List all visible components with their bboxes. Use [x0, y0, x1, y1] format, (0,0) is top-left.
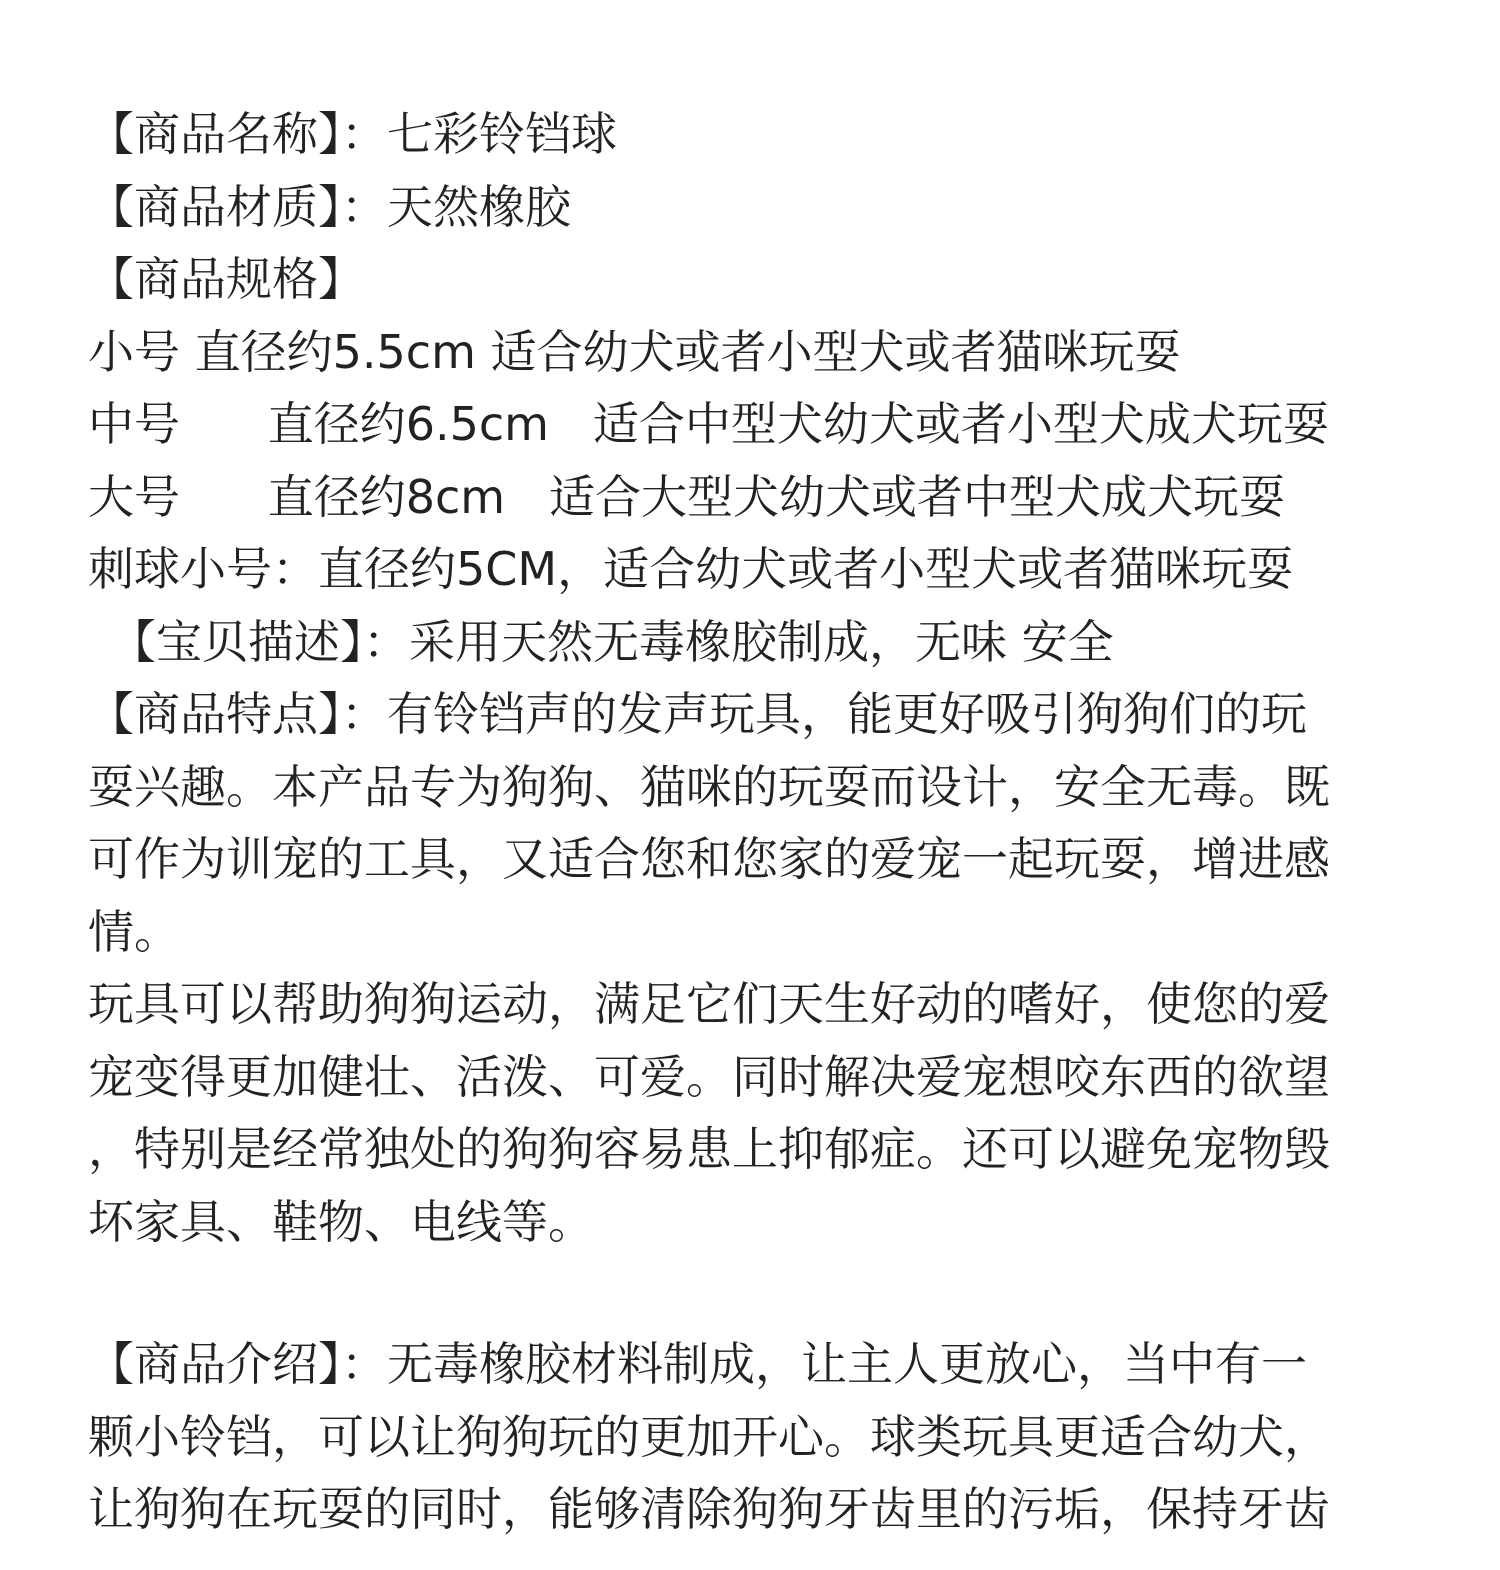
features-line: 【商品特点】：有铃铛声的发声玩具，能更好吸引狗狗们的玩 [88, 687, 1307, 741]
benefits-line: 宠变得更加健壮、活泼、可爱。同时解决爱宠想咬东西的欲望 [88, 1049, 1330, 1104]
intro-line: 颗小铃铛，可以让狗狗玩的更加开心。球类玩具更适合幼犬， [88, 1409, 1330, 1464]
benefits-line: 玩具可以帮助狗狗运动，满足它们天生好动的嗜好，使您的爱 [88, 977, 1330, 1031]
product-intro-paragraph [88, 1328, 1408, 1546]
product-name-line: 【商品名称】：七彩铃铛球 [88, 107, 617, 161]
product-features-paragraph [88, 678, 1408, 968]
features-line: 情。 [88, 904, 180, 959]
product-description-line: 【宝贝描述】：采用天然无毒橡胶制成，无味 安全 [110, 614, 1114, 669]
spec-small: 小号 直径约5.5cm 适合幼犬或者小型犬或者猫咪玩耍 [88, 324, 1181, 379]
section-gap [88, 1258, 1408, 1328]
benefits-line: ，特别是经常独处的狗狗容易患上抑郁症。还可以避免宠物毁 [88, 1122, 1330, 1176]
features-line: 可作为训宠的工具，又适合您和您家的爱宠一起玩耍，增进感 [88, 832, 1330, 886]
spec-medium: 中号 直径约6.5cm 适合中型犬幼犬或者小型犬成犬玩耍 [88, 397, 1329, 451]
intro-line: 【商品介绍】：无毒橡胶材料制成，让主人更放心，当中有一 [88, 1337, 1307, 1391]
product-spec-heading: 【商品规格】 [88, 252, 364, 306]
product-benefits-paragraph [88, 968, 1408, 1258]
product-description [88, 98, 1408, 1546]
features-line: 耍兴趣。本产品专为狗狗、猫咪的玩耍而设计，安全无毒。既 [88, 759, 1330, 814]
product-material-line: 【商品材质】：天然橡胶 [88, 179, 571, 234]
intro-line: 让狗狗在玩耍的同时，能够清除狗狗牙齿里的污垢，保持牙齿 [88, 1482, 1330, 1536]
spec-large: 大号 直径约8cm 适合大型犬幼犬或者中型犬成犬玩耍 [88, 469, 1285, 524]
benefits-line: 坏家具、鞋物、电线等。 [88, 1194, 594, 1249]
spec-spike-small: 刺球小号：直径约5CM，适合幼犬或者小型犬或者猫咪玩耍 [88, 542, 1294, 596]
